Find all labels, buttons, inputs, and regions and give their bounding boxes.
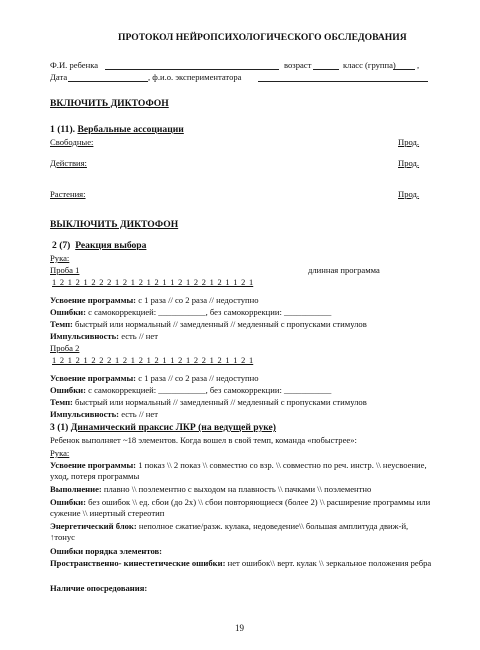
section3-energy: Энергетический блок: неполное сжатие/разж. кулака, недоведение\\ большая амплитуда движ-й, ↑тонус	[50, 521, 409, 542]
section2-number: 2 (7)	[52, 240, 71, 251]
page-title: ПРОТОКОЛ НЕЙРОПСИХОЛОГИЧЕСКОГО ОБСЛЕДОВАНИЯ	[118, 32, 407, 43]
section3-hand-label: Рука:	[50, 448, 70, 458]
section3-mediation: Наличие опосредования:	[50, 583, 148, 593]
recorder-on-heading: ВКЛЮЧИТЬ ДИКТОФОН	[50, 98, 169, 109]
section1-title: Вербальные ассоциации	[77, 124, 184, 135]
trial1-label: Проба 1	[50, 265, 80, 275]
experimenter-line[interactable]	[258, 81, 428, 82]
trial1-tempo: Темп: быстрый или нормальный // замедленный // медленный с пропусками стимулов	[50, 319, 367, 329]
date-label: Дата	[50, 72, 68, 82]
trial1-errors: Ошибки: с самокоррекцией: ___________, без самокоррекции: ___________	[50, 307, 332, 317]
section3-errors: Ошибки: без ошибок \\ ед. сбои (до 2х) \\ сбои повторяющиеся (более 2) \\ расширение программы или сужение \\ инертный стереотип	[50, 497, 431, 518]
free-associations-prod: Прод.	[398, 137, 420, 147]
age-line[interactable]	[313, 69, 339, 70]
section3-title: Динамический праксис ЛКР (на ведущей руке)	[70, 422, 277, 433]
section1-heading	[50, 124, 184, 135]
class-label: класс (группа)	[343, 60, 396, 70]
trial2-tempo: Темп: быстрый или нормальный // замедленный // медленный с пропусками стимулов	[50, 397, 367, 407]
section3-intro: Ребенок выполняет ~18 элементов. Когда вошел в свой темп, команда «побыстрее»:	[50, 435, 357, 445]
page-number: 19	[235, 623, 244, 633]
section3-number: 3 (1)	[50, 422, 69, 433]
section2-title: Реакция выбора	[75, 240, 147, 251]
actions-prod: Прод.	[398, 158, 420, 168]
section3-spatial: Пространственно- кинестетические ошибки: нет ошибок\\ верт. кулак \\ зеркальное положения ребра	[50, 558, 432, 568]
experimenter-label: , ф.и.о. экспериментатора	[148, 72, 242, 82]
free-associations-label: Свободные:	[50, 137, 94, 147]
trial2-learning: Усвоение программы: с 1 раза // со 2 раза // недоступно	[50, 373, 259, 383]
plants-label: Растения:	[50, 189, 86, 199]
trial2-label: Проба 2	[50, 343, 80, 353]
hand-label: Рука:	[50, 253, 70, 263]
section3-order-errors: Ошибки порядка элементов:	[50, 546, 163, 556]
class-line[interactable]	[393, 69, 415, 70]
trial1-learning: Усвоение программы: с 1 раза // со 2 раза // недоступно	[50, 295, 259, 305]
long-program-label: длинная программа	[308, 265, 380, 275]
section3-heading	[50, 422, 276, 433]
actions-label: Действия:	[50, 158, 87, 168]
child-name-line[interactable]	[105, 69, 279, 70]
child-name-label: Ф.И. ребенка	[50, 60, 99, 70]
date-line[interactable]	[68, 81, 148, 82]
document-page: ПРОТОКОЛ НЕЙРОПСИХОЛОГИЧЕСКОГО ОБСЛЕДОВАНИЯ Ф.И. ребенка возраст класс (группа) , Дата , ф.и.о. экспериментатора ВКЛЮЧИТЬ ДИКТОФОН 1 (11). Вербальные ассоциации Свободные: Прод. Действия: Прод. Растения: Прод. ВЫКЛЮЧИТЬ ДИКТОФОН 2 (7) Реакция выбора Рука: Проба 1 длинная программа 1 2 1 2 1 2 2 2 1 2 1 2 1 2 1 1 2 1 2 2 1 2 1 1 2 1 Усвоение программы: с 1 раза // со 2 раза // недоступно Ошибки: с самокоррекцией: ___________, без самокоррекции: ___________ Темп: быстрый или нормальный // замедленный // медленный с пропусками стимулов Импульсивность: есть // нет Проба 2 1 2 1 2 1 2 2 2 1 2 1 2 1 2 1 1 2 1 2 2 1 2 1 1 2 1 Усвоение программы: с 1 раза // со 2 раза // недоступно Ошибки: с самокоррекцией: ___________, без самокоррекции: ___________ Темп: быстрый или нормальный // замедленный // медленный с пропусками стимулов Импульсивность: есть // нет 3 (1) Динамический праксис ЛКР (на ведущей руке) Ребенок выполняет ~18 элементов. Когда вошел в свой темп, команда «побыстрее»: Рука: Усвоение программы: 1 показ \\ 2 показ \\ совместно со взр. \\ совместно по реч. инстр. \\ неусвоение, уход, потеря программы Выполнение: плавно \\ поэлементно с выходом на плавность \\ пачками \\ поэлементно Ошибки: без ошибок \\ ед. сбои (до 2х) \\ сбои повторяющиеся (более 2) \\ расширение программы или сужение \\ инертный стереотип Энергетический блок: неполное сжатие/разж. кулака, недоведение\\ большая амплитуда движ-й, ↑тонус Ошибки порядка элементов: Пространственно- кинестетические ошибки: нет ошибок\\ верт. кулак \\ зеркальное положения ребра Наличие опосредования: 19	[50, 32, 432, 633]
section3-learning: Усвоение программы: 1 показ \\ 2 показ \\ совместно со взр. \\ совместно по реч. инстр. \\ неусвоение, уход, потеря программы	[50, 460, 427, 481]
age-label: возраст	[284, 60, 312, 70]
section2-heading	[52, 240, 146, 251]
trial2-sequence: 1 2 1 2 1 2 2 2 1 2 1 2 1 2 1 1 2 1 2 2 1 2 1 1 2 1	[52, 356, 254, 365]
section1-number: 1 (11).	[50, 124, 76, 135]
trial2-impulsivity: Импульсивность: есть // нет	[50, 409, 158, 419]
section3-execution: Выполнение: плавно \\ поэлементно с выходом на плавность \\ пачками \\ поэлементно	[50, 484, 372, 494]
trial1-sequence: 1 2 1 2 1 2 2 2 1 2 1 2 1 2 1 1 2 1 2 2 1 2 1 1 2 1	[52, 278, 254, 287]
trial2-errors: Ошибки: с самокоррекцией: ___________, без самокоррекции: ___________	[50, 385, 332, 395]
trial1-impulsivity: Импульсивность: есть // нет	[50, 331, 158, 341]
recorder-off-heading: ВЫКЛЮЧИТЬ ДИКТОФОН	[50, 219, 179, 230]
plants-prod: Прод.	[398, 189, 420, 199]
